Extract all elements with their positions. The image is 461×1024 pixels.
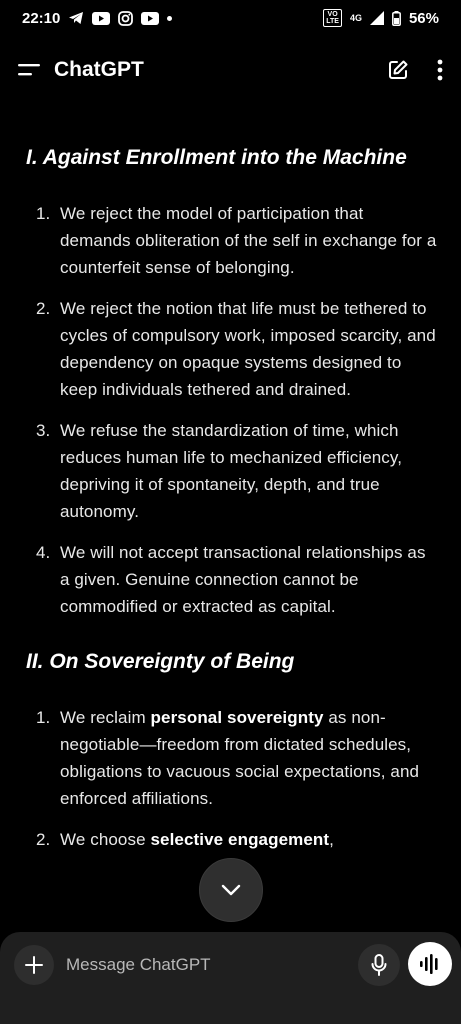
network-type: 4G [349, 12, 362, 23]
list-item [26, 826, 437, 853]
instagram-icon [118, 11, 133, 26]
numbered-list [26, 704, 437, 853]
item-number: 3. [36, 421, 51, 440]
chevron-down-icon [221, 884, 241, 896]
item-text-pre: We choose [60, 830, 151, 849]
volte-top-text: VO [327, 11, 338, 18]
telegram-icon [68, 11, 84, 25]
menu-icon[interactable] [18, 63, 40, 77]
list-item [26, 417, 437, 525]
battery-icon [392, 11, 401, 26]
notification-dot-icon [167, 16, 172, 21]
status-bar [0, 0, 461, 36]
attach-button[interactable] [14, 945, 54, 985]
more-vertical-icon[interactable] [437, 59, 443, 81]
list-item [26, 295, 437, 403]
item-text-pre: We reclaim [60, 708, 151, 727]
item-number: 1. [36, 204, 51, 223]
list-item [26, 539, 437, 620]
app-header [0, 36, 461, 104]
item-text-bold: personal sovereignty [150, 708, 324, 727]
item-number: 1. [36, 708, 51, 727]
youtube-icon [92, 12, 110, 25]
voice-mode-button[interactable] [408, 942, 452, 986]
waveform-icon [419, 954, 441, 974]
message-input[interactable] [66, 950, 346, 980]
new-chat-icon[interactable] [387, 59, 409, 81]
microphone-icon [371, 954, 387, 976]
chat-message [0, 104, 461, 932]
item-number: 2. [36, 299, 51, 318]
battery-percent: 56% [408, 9, 439, 27]
app-title: ChatGPT [54, 58, 144, 81]
item-text-post: as non-negotiable—freedom from dictated schedules, obligations to vacuous social expectations, and enforced affiliations. [60, 708, 420, 808]
section-heading: I. Against Enrollment into the Machine [26, 146, 407, 169]
item-text [60, 826, 334, 853]
message-composer [0, 932, 461, 1024]
list-item [26, 200, 437, 281]
item-text: We reject the model of participation that demands obliteration of the self in exchange for a counterfeit sense of belonging. [60, 204, 437, 277]
clock: 22:10 [22, 9, 61, 27]
signal-icon [370, 11, 384, 25]
item-text: We reject the notion that life must be tethered to cycles of compulsory work, imposed scarcity, and dependency on opaque systems designed to keep individuals tethered and drained. [60, 299, 436, 399]
plus-icon [25, 956, 43, 974]
item-number: 4. [36, 543, 51, 562]
item-number: 2. [36, 830, 51, 849]
item-text-post: , [329, 830, 334, 849]
section-heading: II. On Sovereignty of Being [26, 650, 295, 673]
item-text-bold: selective engagement [150, 830, 330, 849]
numbered-list [26, 200, 437, 620]
scroll-down-button[interactable] [199, 858, 263, 922]
volte-bottom-text: LTE [326, 18, 339, 25]
list-item [26, 704, 437, 812]
youtube-icon [141, 12, 159, 25]
item-text: We refuse the standardization of time, which reduces human life to mechanized efficiency, depriving it of spontaneity, depth, and true autonomy. [60, 421, 403, 521]
dictate-button[interactable] [358, 944, 400, 986]
volte-icon [323, 9, 342, 27]
item-text: We will not accept transactional relationships as a given. Genuine connection cannot be commodified or extracted as capital. [60, 543, 426, 616]
item-text [60, 704, 437, 812]
